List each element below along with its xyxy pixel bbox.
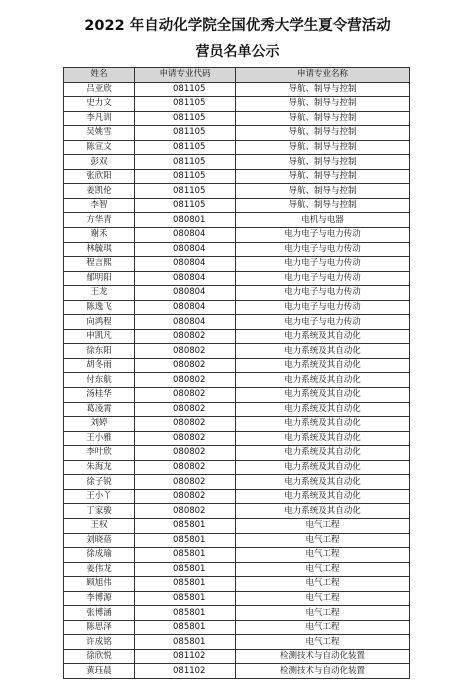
major-code-cell: 080804 [135, 286, 236, 301]
table-row [64, 315, 410, 330]
major-name-cell: 电气工程 [236, 562, 410, 577]
student-name-cell: 徐东阳 [64, 344, 135, 359]
major-name-cell: 电力电子与电力传动 [236, 315, 410, 330]
table-row [64, 504, 410, 519]
major-name-cell: 检测技术与自动化装置 [236, 664, 410, 679]
major-code-cell: 085801 [135, 562, 236, 577]
table-row [64, 198, 410, 213]
table-row [64, 417, 410, 432]
table-row [64, 97, 410, 112]
major-name-cell: 电力电子与电力传动 [236, 286, 410, 301]
major-name-cell: 电力系统及其自动化 [236, 504, 410, 519]
student-name-cell: 史力文 [64, 97, 135, 112]
major-name-cell: 导航、制导与控制 [236, 198, 410, 213]
table-header-row [64, 68, 410, 83]
major-name-cell: 导航、制导与控制 [236, 97, 410, 112]
table-row [64, 358, 410, 373]
student-name-cell: 许成铭 [64, 635, 135, 650]
table-row [64, 82, 410, 97]
major-name-cell: 电力电子与电力传动 [236, 271, 410, 286]
table-row [64, 635, 410, 650]
major-name-cell: 电力系统及其自动化 [236, 446, 410, 461]
table-row [64, 300, 410, 315]
table-row [64, 126, 410, 141]
major-name-cell: 导航、制导与控制 [236, 126, 410, 141]
student-name-cell: 徐子锐 [64, 475, 135, 490]
major-code-cell: 080802 [135, 344, 236, 359]
major-code-cell: 081105 [135, 111, 236, 126]
table-row [64, 155, 410, 170]
table-row [64, 446, 410, 461]
major-code-cell: 080804 [135, 315, 236, 330]
table-row [64, 373, 410, 388]
student-name-cell: 林毓琪 [64, 242, 135, 257]
student-name-cell: 李智 [64, 198, 135, 213]
table-row [64, 649, 410, 664]
major-name-cell: 导航、制导与控制 [236, 184, 410, 199]
major-name-cell: 电力系统及其自动化 [236, 344, 410, 359]
table-row [64, 620, 410, 635]
major-code-cell: 080802 [135, 417, 236, 432]
student-name-cell: 程言熙 [64, 257, 135, 272]
major-code-cell: 085801 [135, 606, 236, 621]
student-name-cell: 陈思泽 [64, 620, 135, 635]
table-row [64, 388, 410, 403]
student-name-cell: 葛凌霄 [64, 402, 135, 417]
student-name-cell: 张博涵 [64, 606, 135, 621]
page-subtitle: 营员名单公示 [195, 44, 280, 60]
table-row [64, 213, 410, 228]
major-name-cell: 电力系统及其自动化 [236, 388, 410, 403]
page-title: 2022 年自动化学院全国优秀大学生夏令营活动 [84, 18, 391, 34]
major-name-cell: 电力系统及其自动化 [236, 402, 410, 417]
major-code-cell: 081105 [135, 126, 236, 141]
table-row [64, 431, 410, 446]
major-code-cell: 080804 [135, 242, 236, 257]
major-name-cell: 导航、制导与控制 [236, 155, 410, 170]
table-row [64, 111, 410, 126]
major-name-cell: 电气工程 [236, 620, 410, 635]
student-name-cell: 王小雅 [64, 431, 135, 446]
major-code-cell: 085801 [135, 635, 236, 650]
major-code-cell: 085801 [135, 518, 236, 533]
student-name-cell: 姜凯伦 [64, 184, 135, 199]
student-name-cell: 方华青 [64, 213, 135, 228]
major-code-cell: 081102 [135, 664, 236, 679]
major-code-cell: 080802 [135, 329, 236, 344]
table-row [64, 548, 410, 563]
student-name-cell: 刘婷 [64, 417, 135, 432]
student-name-cell: 顾旭伟 [64, 577, 135, 592]
major-name-cell: 检测技术与自动化装置 [236, 649, 410, 664]
table-row [64, 271, 410, 286]
major-name-cell: 电力电子与电力传动 [236, 242, 410, 257]
major-code-cell: 080802 [135, 402, 236, 417]
major-name-cell: 导航、制导与控制 [236, 169, 410, 184]
major-name-cell: 电力系统及其自动化 [236, 475, 410, 490]
student-name-cell: 刘晓蓓 [64, 533, 135, 548]
major-name-cell: 电气工程 [236, 518, 410, 533]
major-name-cell: 电力系统及其自动化 [236, 417, 410, 432]
major-code-cell: 085801 [135, 577, 236, 592]
major-code-cell: 080802 [135, 431, 236, 446]
table-row [64, 329, 410, 344]
major-code-cell: 080804 [135, 257, 236, 272]
header-major-code: 申请专业代码 [135, 68, 236, 83]
table-row [64, 460, 410, 475]
roster-table [63, 67, 410, 679]
major-code-cell: 081105 [135, 184, 236, 199]
major-name-cell: 电力系统及其自动化 [236, 489, 410, 504]
student-name-cell: 陈宣文 [64, 140, 135, 155]
table-row [64, 489, 410, 504]
major-name-cell: 电力系统及其自动化 [236, 358, 410, 373]
major-name-cell: 电气工程 [236, 577, 410, 592]
student-name-cell: 陈逸飞 [64, 300, 135, 315]
major-code-cell: 080804 [135, 228, 236, 243]
major-code-cell: 081102 [135, 649, 236, 664]
major-code-cell: 080802 [135, 373, 236, 388]
major-name-cell: 导航、制导与控制 [236, 111, 410, 126]
major-name-cell: 电气工程 [236, 591, 410, 606]
student-name-cell: 申凯凡 [64, 329, 135, 344]
table-row [64, 606, 410, 621]
major-code-cell: 080804 [135, 300, 236, 315]
student-name-cell: 李博源 [64, 591, 135, 606]
major-code-cell: 081105 [135, 198, 236, 213]
table-row [64, 228, 410, 243]
student-name-cell: 张欣阳 [64, 169, 135, 184]
student-name-cell: 郁明阳 [64, 271, 135, 286]
student-name-cell: 丁家骏 [64, 504, 135, 519]
student-name-cell: 彭双 [64, 155, 135, 170]
student-name-cell: 姜伟龙 [64, 562, 135, 577]
student-name-cell: 吕亚欣 [64, 82, 135, 97]
student-name-cell: 王龙 [64, 286, 135, 301]
major-code-cell: 081105 [135, 155, 236, 170]
student-name-cell: 胡冬雨 [64, 358, 135, 373]
student-name-cell: 李叶欣 [64, 446, 135, 461]
major-code-cell: 081105 [135, 140, 236, 155]
major-name-cell: 电气工程 [236, 606, 410, 621]
student-name-cell: 朱海龙 [64, 460, 135, 475]
major-code-cell: 080802 [135, 460, 236, 475]
major-name-cell: 电气工程 [236, 548, 410, 563]
major-name-cell: 电力系统及其自动化 [236, 460, 410, 475]
major-code-cell: 081105 [135, 169, 236, 184]
major-name-cell: 导航、制导与控制 [236, 140, 410, 155]
major-name-cell: 电力电子与电力传动 [236, 257, 410, 272]
major-code-cell: 080801 [135, 213, 236, 228]
table-row [64, 591, 410, 606]
major-code-cell: 080802 [135, 388, 236, 403]
major-name-cell: 电气工程 [236, 533, 410, 548]
header-name: 姓名 [64, 68, 135, 83]
student-name-cell: 汤桂华 [64, 388, 135, 403]
student-name-cell: 向鸿程 [64, 315, 135, 330]
major-code-cell: 080802 [135, 504, 236, 519]
major-code-cell: 080802 [135, 358, 236, 373]
student-name-cell: 吴姚雪 [64, 126, 135, 141]
student-name-cell: 王小丫 [64, 489, 135, 504]
major-name-cell: 导航、制导与控制 [236, 82, 410, 97]
table-row [64, 344, 410, 359]
major-name-cell: 电机与电器 [236, 213, 410, 228]
table-row [64, 242, 410, 257]
header-major-name: 申请专业名称 [236, 68, 410, 83]
student-name-cell: 黄珏晨 [64, 664, 135, 679]
major-code-cell: 085801 [135, 533, 236, 548]
table-row [64, 402, 410, 417]
major-name-cell: 电力系统及其自动化 [236, 373, 410, 388]
major-name-cell: 电力系统及其自动化 [236, 329, 410, 344]
table-row [64, 577, 410, 592]
table-row [64, 518, 410, 533]
table-body [64, 82, 410, 678]
student-name-cell: 王权 [64, 518, 135, 533]
student-name-cell: 谢禾 [64, 228, 135, 243]
major-name-cell: 电力电子与电力传动 [236, 228, 410, 243]
major-code-cell: 085801 [135, 620, 236, 635]
major-code-cell: 080802 [135, 446, 236, 461]
student-name-cell: 付东航 [64, 373, 135, 388]
table-row [64, 286, 410, 301]
table-row [64, 475, 410, 490]
major-name-cell: 电气工程 [236, 635, 410, 650]
major-name-cell: 电力系统及其自动化 [236, 431, 410, 446]
table-row [64, 140, 410, 155]
major-code-cell: 081105 [135, 82, 236, 97]
table-row [64, 184, 410, 199]
table-row [64, 664, 410, 679]
student-name-cell: 徐欣悦 [64, 649, 135, 664]
major-code-cell: 085801 [135, 591, 236, 606]
major-code-cell: 085801 [135, 548, 236, 563]
table-row [64, 257, 410, 272]
table-row [64, 533, 410, 548]
major-code-cell: 080802 [135, 475, 236, 490]
table-row [64, 562, 410, 577]
student-name-cell: 徐成瑜 [64, 548, 135, 563]
major-code-cell: 080804 [135, 271, 236, 286]
student-name-cell: 李凡训 [64, 111, 135, 126]
major-name-cell: 电力电子与电力传动 [236, 300, 410, 315]
table-row [64, 169, 410, 184]
major-code-cell: 081105 [135, 97, 236, 112]
major-code-cell: 080802 [135, 489, 236, 504]
